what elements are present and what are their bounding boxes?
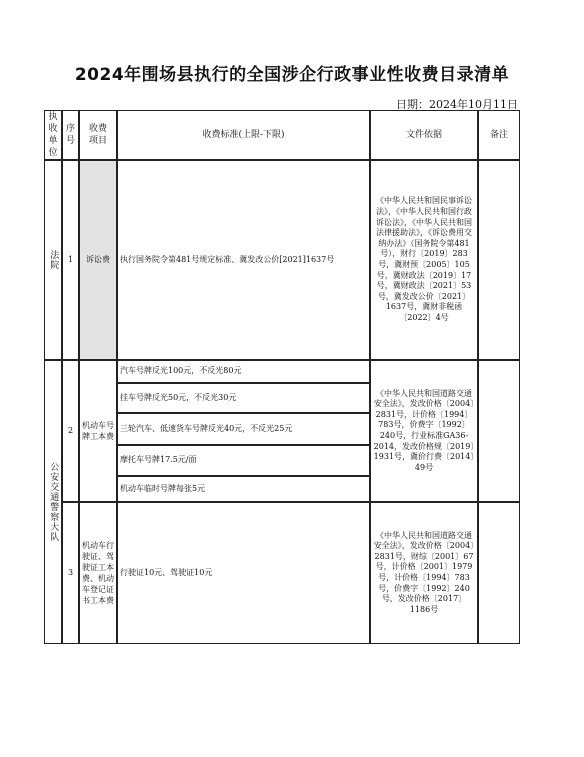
header-unit: 执收单位 — [44, 110, 62, 160]
row1-seq: 1 — [62, 160, 79, 360]
row2-standard-4: 摩托车号牌17.5元/面 — [117, 445, 370, 476]
header-seq: 序号 — [62, 110, 79, 160]
header-basis: 文件依据 — [370, 110, 478, 160]
row2-remark — [478, 360, 520, 502]
row3-seq: 3 — [62, 502, 79, 644]
row2-standard-3: 三轮汽车、低速货车号牌反光40元，不反光25元 — [117, 413, 370, 445]
header-item: 收费项目 — [79, 110, 117, 160]
row2-seq: 2 — [62, 360, 79, 502]
row1-remark — [478, 160, 520, 360]
row3-basis: 《中华人民共和国道路交通安全法》，发改价格〔2004〕2831号，财综〔2001〕67号，计价格〔2001〕1979号，计价格〔1994〕783号，价费字〔1992〕240号，发改价格〔2017〕1186号 — [370, 502, 478, 644]
header-standard: 收费标准(上限-下限) — [117, 110, 370, 160]
fee-table — [44, 110, 520, 644]
row2-standard-1: 汽车号牌反光100元，不反光80元 — [117, 360, 370, 383]
row3-item: 机动车行驶证、驾驶证工本费、机动车登记证书工本费 — [79, 502, 117, 644]
row1-basis: 《中华人民共和国民事诉讼法》，《中华人民共和国行政诉讼法》，《中华人民共和国法律援助法》，《诉讼费用交纳办法》（国务院令第481号），财行〔2019〕283号，冀财预〔2005〕105号，冀财政法〔2019〕17号，冀财政法〔2021〕53号，冀发改公价〔2021〕1637号，冀财非税函〔2022〕4号 — [370, 160, 478, 360]
page-title: 2024年围场县执行的全国涉企行政事业性收费目录清单 — [74, 65, 510, 85]
header-remark: 备注 — [478, 110, 520, 160]
row1-unit: 法院 — [44, 160, 62, 360]
row2-standard-5: 机动车临时号牌每张5元 — [117, 476, 370, 502]
row2-standard-2: 挂车号牌反光50元，不反光30元 — [117, 383, 370, 413]
row1-standard: 执行国务院令第481号规定标准、冀发改公价[2021]1637号 — [117, 160, 370, 360]
row3-standard: 行驶证10元、驾驶证10元 — [117, 502, 370, 644]
row2-unit: 公安交通警察大队 — [44, 360, 62, 644]
row2-item: 机动车号牌工本费 — [79, 360, 117, 502]
row3-remark — [478, 502, 520, 644]
row2-basis: 《中华人民共和国道路交通安全法》，发改价格〔2004〕2831号，计价格〔1994〕783号，价费字〔1992〕240号，行业标准GA36-2014，发改价格规〔2019〕1931号，冀价行费〔2014〕49号 — [370, 360, 478, 502]
date-label: 日期：2024年10月11日 — [396, 98, 518, 111]
row1-item: 诉讼费 — [79, 160, 117, 360]
